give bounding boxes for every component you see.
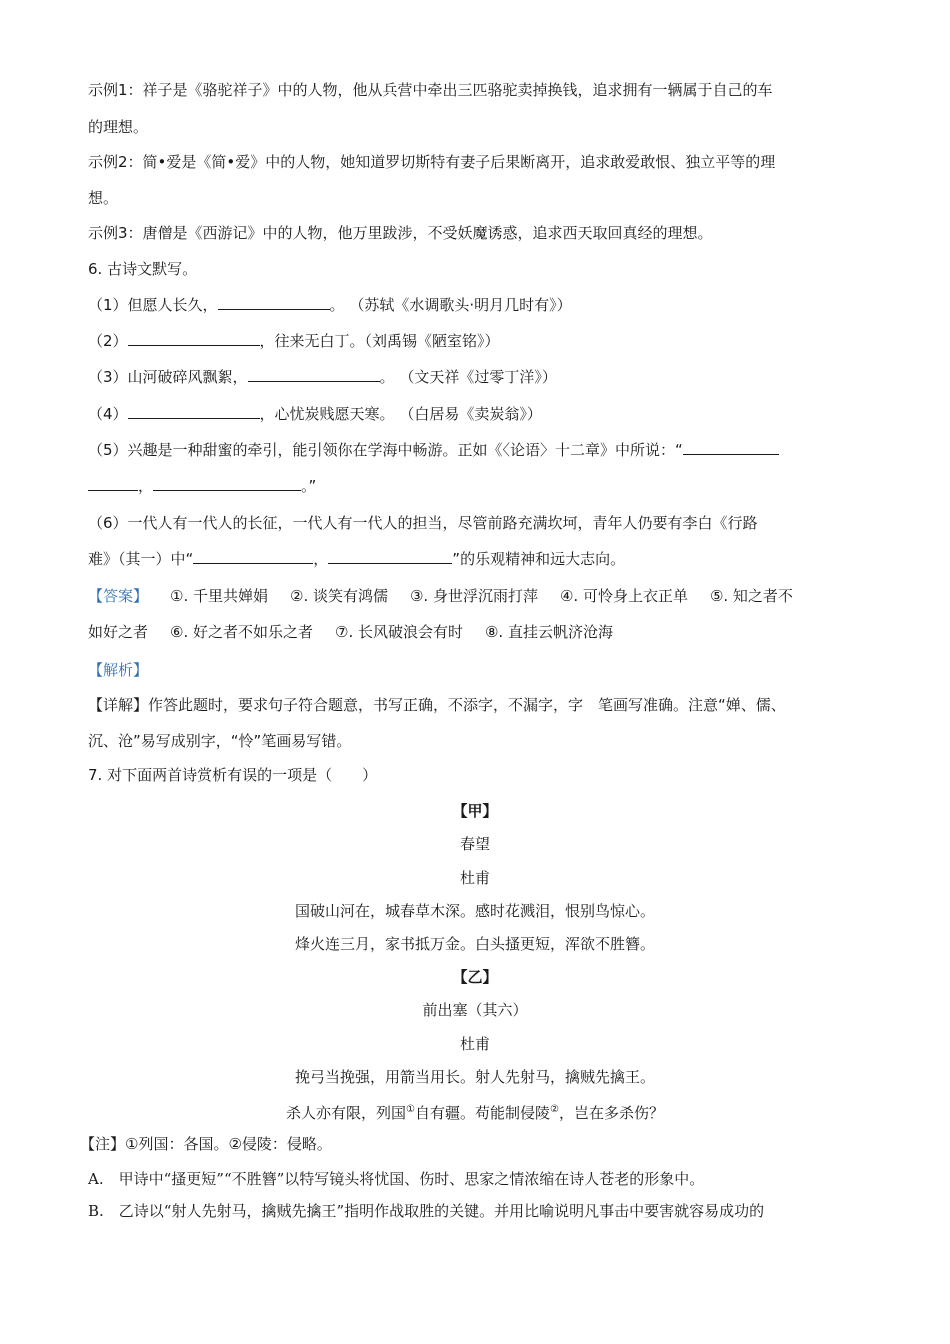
q6-item-6-mid: ，	[313, 550, 329, 568]
q6-item-1	[88, 295, 572, 315]
poem-a-title: 春望	[459, 835, 490, 853]
q7-option-b[interactable]: B. 乙诗以“射人先射马，擒贼先擒王”指明作战取胜的关键。并用比喻说明凡事击中要害就容易成功的	[88, 1202, 765, 1220]
answer-item: ⑤. 知之者不	[709, 587, 793, 605]
answer-blank[interactable]	[328, 549, 452, 564]
q6-item-3	[88, 367, 557, 387]
q6-item-4-post: ，心忧炭贱愿天寒。 （白居易《卖炭翁》）	[259, 405, 542, 423]
answer-blank[interactable]	[153, 476, 301, 491]
q6-item-3-pre: （3）山河破碎风飘絮，	[88, 368, 248, 386]
poem-b-label: 【乙】	[452, 968, 498, 986]
q6-item-1-post: 。 （苏轼《水调歌头·明月几时有》）	[329, 296, 572, 314]
q6-item-5-line-1	[88, 440, 779, 460]
answer-item: ⑥. 好之者不如乐之者	[170, 623, 313, 641]
q6-item-5-line-2	[88, 476, 316, 496]
footnote-2-marker: ②	[550, 1104, 559, 1115]
q6-item-1-pre: （1）但愿人长久，	[88, 296, 218, 314]
answer-blank[interactable]	[683, 440, 779, 455]
example-3-line-1: 示例3：唐僧是《西游记》中的人物，他万里跋涉，不受妖魔诱惑，追求西天取回真经的理想。	[88, 224, 713, 242]
q6-item-3-post: 。 （文天祥《过零丁洋》）	[379, 368, 557, 386]
answer-line-2	[88, 622, 613, 642]
answer-item: ②. 谈笑有鸿儒	[290, 587, 388, 605]
poem-b-author: 杜甫	[459, 1035, 490, 1053]
answer-item: 如好之者	[88, 623, 149, 641]
example-2-line-1: 示例2：简•爱是《简•爱》中的人物，她知道罗切斯特有妻子后果断离开，追求敢爱敢恨、独立平等的理	[88, 153, 776, 171]
q6-item-6-line-1: （6）一代人有一代人的长征，一代人有一代人的担当，尽管前路充满坎坷，青年人仍要有李白《行路	[88, 514, 758, 532]
analysis-line-1: 【详解】作答此题时，要求句子符合题意，书写正确，不添字，不漏字，字 笔画写准确。注意“婵、儒、	[88, 696, 786, 714]
answer-blank[interactable]	[88, 476, 138, 491]
q7-note: 【注】①列国：各国。②侵陵：侵略。	[80, 1135, 332, 1153]
q6-item-2-post: ，往来无白丁。（刘禹锡《陋室铭》）	[259, 332, 500, 350]
answer-blank[interactable]	[128, 331, 260, 346]
answer-item: ③. 身世浮沉雨打萍	[409, 587, 538, 605]
q6-item-6-post: ”的乐观精神和远大志向。	[452, 550, 626, 568]
q7-option-a[interactable]: A. 甲诗中“搔更短”“不胜簪”以特写镜头将忧国、伤时、思家之情浓缩在诗人苍老的形象中。	[88, 1170, 705, 1188]
answer-blank[interactable]	[218, 295, 330, 310]
poem-b-line-2-part-b: 自有疆。苟能制侵陵	[414, 1104, 550, 1122]
example-1-line-2: 的理想。	[88, 118, 149, 136]
answer-item: ①. 千里共婵娟	[170, 587, 268, 605]
q6-item-2-pre: （2）	[88, 332, 128, 350]
q6-item-4	[88, 404, 542, 424]
q6-item-2	[88, 331, 500, 351]
answer-item: ⑧. 直挂云帆济沧海	[484, 623, 613, 641]
answer-blank[interactable]	[248, 367, 380, 382]
answer-line-1	[88, 586, 793, 606]
footnote-1-marker: ①	[406, 1104, 415, 1115]
poem-b-line-2-part-a: 杀人亦有限，列国	[286, 1104, 407, 1122]
example-2-line-2: 想。	[88, 189, 119, 207]
poem-a-line-2: 烽火连三月，家书抵万金。白头搔更短，浑欲不胜簪。	[294, 935, 655, 953]
example-1-line-1: 示例1：祥子是《骆驼祥子》中的人物，他从兵营中牵出三匹骆驼卖掉换钱，追求拥有一辆属于自己的车	[88, 81, 773, 99]
answer-label: 【答案】	[88, 587, 149, 605]
q6-item-5-mid: ，	[138, 477, 154, 495]
poem-b-line-2-part-c: ，岂在多杀伤？	[558, 1104, 664, 1122]
poem-a-line-1: 国破山河在，城春草木深。感时花溅泪，恨别鸟惊心。	[294, 902, 655, 920]
poem-b-line-2	[0, 1100, 950, 1123]
q6-item-6-pre: 难》（其一）中“	[88, 550, 194, 568]
answer-blank[interactable]	[128, 404, 260, 419]
analysis-line-2: 沉、沧”易写成别字，“怜”笔画易写错。	[88, 732, 352, 750]
answer-item: ⑦. 长风破浪会有时	[335, 623, 463, 641]
q6-item-6-line-2	[88, 549, 625, 569]
q6-item-5-pre: （5）兴趣是一种甜蜜的牵引，能引领你在学海中畅游。正如《〈论语〉十二章》中所说：“	[88, 441, 683, 459]
answer-item: ④. 可怜身上衣正单	[559, 587, 688, 605]
q7-title: 7. 对下面两首诗赏析有误的一项是（ ）	[88, 766, 378, 784]
analysis-label: 【解析】	[88, 661, 149, 679]
poem-a-label: 【甲】	[452, 802, 498, 820]
poem-a-author: 杜甫	[459, 869, 490, 887]
answer-blank[interactable]	[193, 549, 313, 564]
poem-b-line-1: 挽弓当挽强，用箭当用长。射人先射马，擒贼先擒王。	[294, 1068, 655, 1086]
q6-item-4-pre: （4）	[88, 405, 128, 423]
poem-b-title: 前出塞（其六）	[422, 1001, 528, 1019]
q6-title: 6. 古诗文默写。	[88, 260, 198, 278]
q6-item-5-post: 。”	[301, 477, 317, 495]
